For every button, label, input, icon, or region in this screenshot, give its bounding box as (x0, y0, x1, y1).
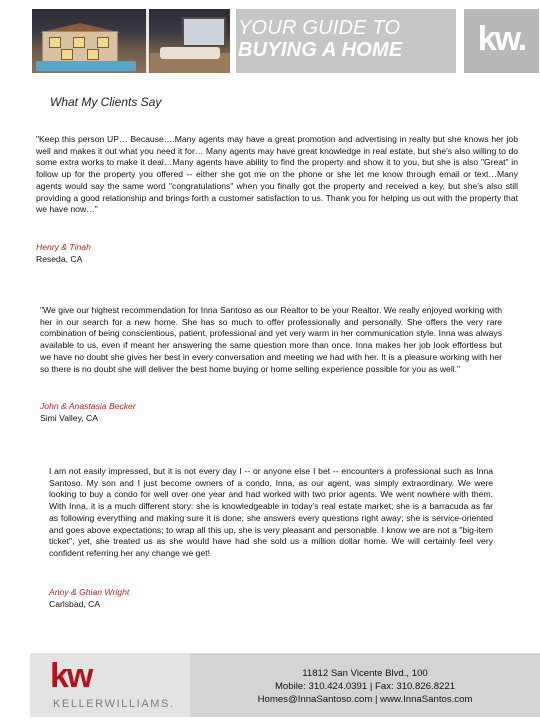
house-window (87, 49, 99, 60)
house-exterior-shape (42, 31, 118, 63)
testimonial-quote: I am not easily impressed, but it is not every day I -- or anyone else I bet -- encounters a professional such as Inna Santoso. My son and I just become owners of a condo, Inna, as our agent, was simply extraordinary. We were looking to buy a condo for well over one year and had worked with two prior agents. We went nowhere with them. With Inna, it is a much different story: she is knowledgeable in today's real estate market; she is a barracuda as far as following everything and making sure it is done; she answers every questions right away; she is service-oriented and goes above expectations; to wrap all this up, she is very pleasant and personable. I know we are not a "big-item ticket", yet, she treated us as she would have had she sold us a million dollar home. We will certainly feel very confident referring her any change we get! (49, 466, 493, 558)
guide-title-banner (236, 9, 456, 73)
guide-title-line1: YOUR GUIDE TO (238, 17, 401, 39)
section-title: What My Clients Say (50, 95, 162, 109)
house-window (49, 37, 61, 48)
kw-logo-text: kw. (477, 20, 526, 58)
footer-phone: Mobile: 310.424.0391 | Fax: 310.826.8221 (274, 681, 456, 692)
interior-sofa-shape (160, 47, 220, 59)
house-window (97, 37, 109, 48)
testimonial-location: Simi Valley, CA (40, 413, 98, 423)
footer-email-web: Homes@InnaSantoso.com | www.InnaSantos.com (257, 694, 473, 705)
house-window (61, 49, 73, 60)
testimonial-quote: "We give our highest recommendation for Inna Santoso as our Realtor to be your Realtor. We really enjoyed working with her in our search for a new home. She has so much to offer professionally and personally. She offers the very rare combination of being conscientious, patient, professional and yet very warm in her communication style. Inna was always available to us, even if meant her answering the same question more than once. Inna makes her job look effortless but we have no doubt she gives her best in every conversation and meeting we had with her. It is a pleasure working with her so there is no doubt she will deliver the best home buying or home selling experience possible for you as well." (40, 305, 502, 374)
house-window (73, 37, 85, 48)
footer-address: 11812 San Vicente Blvd., 100 (302, 668, 428, 679)
testimonial-author: Anny & Ghian Wright (49, 587, 130, 597)
testimonial-author: John & Anastasia Becker (40, 401, 136, 411)
header-house-photo (32, 9, 230, 73)
guide-title-line2: BUYING A HOME (238, 39, 403, 61)
testimonial-location: Reseda, CA (36, 254, 83, 264)
photo-divider (146, 9, 149, 73)
testimonial-quote: "Keep this person UP… Because….Many agents may have a great promotion and advertising in realty but she knows her job well and makes it out what you need it for… Many agents may have great knowledge in real estate, but she's also willing to do some extra works to make it deal…Many agents have ability to find the property and show it to you, but she is also "Great" in follow up for the property you offered -- either she got me on the phone or she let me know through email or text…Many agents would say the same word "congratulations" when you finally got the property and received a key, but she's also still providing a good relationship and brings forth a customer satisfaction to us. Thank you for helping us out with the property that we have now…" (36, 134, 518, 215)
kw-logo-box (464, 9, 539, 73)
footer-brand-panel (30, 653, 190, 717)
kw-footer-logo: kw (50, 657, 92, 695)
interior-window-shape (182, 17, 226, 47)
footer-contact-panel (190, 653, 540, 717)
testimonial-location: Carlsbad, CA (49, 599, 101, 609)
keller-williams-wordmark: KELLERWILLIAMS. (53, 698, 175, 710)
pool-shape (36, 61, 136, 71)
testimonial-author: Henry & Tinah (36, 242, 91, 252)
